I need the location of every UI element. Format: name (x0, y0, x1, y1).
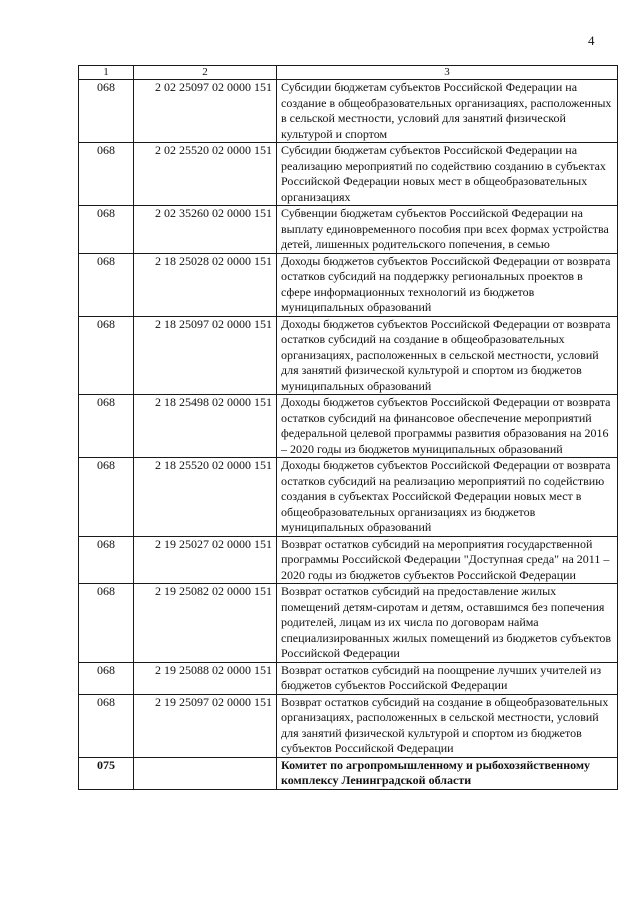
revenue-description-cell: Субсидии бюджетам субъектов Российской Федерации на создание в общеобразовательных организациях, расположенных в сельской местности, условий для занятий физической культурой и спортом (277, 80, 618, 143)
admin-code-cell: 068 (79, 584, 134, 663)
budget-classification-code-cell: 2 18 25520 02 0000 151 (134, 458, 277, 537)
table-row (79, 662, 618, 694)
budget-classification-code-cell: 2 19 25097 02 0000 151 (134, 694, 277, 757)
revenue-description-cell: Возврат остатков субсидий на создание в общеобразовательных организациях, расположенных в сельской местности, условий для занятий физической культурой и спортом из бюджетов субъектов Российской Федерации (277, 694, 618, 757)
budget-classification-code-cell: 2 18 25498 02 0000 151 (134, 395, 277, 458)
revenue-description-cell: Доходы бюджетов субъектов Российской Федерации от возврата остатков субсидий на создание в общеобразовательных организациях, расположенных в сельской местности, условий для занятий физической культурой и спортом из бюджетов муниципальных образований (277, 316, 618, 395)
table-row (79, 253, 618, 316)
table-row (79, 206, 618, 254)
admin-code-cell: 068 (79, 662, 134, 694)
budget-classification-code-cell: 2 02 25520 02 0000 151 (134, 143, 277, 206)
revenue-description-cell: Возврат остатков субсидий на мероприятия государственной программы Российской Федерации "Доступная среда" на 2011 – 2020 годы из бюджетов субъектов Российской Федерации (277, 536, 618, 584)
admin-code-cell: 068 (79, 80, 134, 143)
admin-code-cell: 075 (79, 757, 134, 789)
revenue-description-cell: Доходы бюджетов субъектов Российской Федерации от возврата остатков субсидий на реализацию мероприятий по содействию создания в субъектах Российской Федерации новых мест в общеобразовательных организациях из бюджетов муниципальных образований (277, 458, 618, 537)
revenue-codes-table (78, 65, 618, 790)
budget-classification-code-cell: 2 18 25097 02 0000 151 (134, 316, 277, 395)
revenue-description-cell: Возврат остатков субсидий на поощрение лучших учителей из бюджетов субъектов Российской Федерации (277, 662, 618, 694)
table-row (79, 316, 618, 395)
revenue-description-cell: Субвенции бюджетам субъектов Российской Федерации на выплату единовременного пособия при всех формах устройства детей, лишенных родительского попечения, в семью (277, 206, 618, 254)
revenue-description-cell: Возврат остатков субсидий на предоставление жилых помещений детям-сиротам и детям, оставшимся без попечения родителей, лицам из их числа по договорам найма специализированных жилых помещений из бюджетов субъектов Российской Федерации (277, 584, 618, 663)
admin-code-cell: 068 (79, 458, 134, 537)
table-row (79, 694, 618, 757)
table-row (79, 395, 618, 458)
table-row (79, 584, 618, 663)
table-row (79, 536, 618, 584)
table-row (79, 143, 618, 206)
page-number: 4 (588, 33, 595, 48)
revenue-description-cell: Доходы бюджетов субъектов Российской Федерации от возврата остатков субсидий на финансовое обеспечение мероприятий федеральной целевой программы развития образования на 2016 – 2020 годы из бюджетов муниципальных образований (277, 395, 618, 458)
budget-classification-code-cell: 2 19 25088 02 0000 151 (134, 662, 277, 694)
table-header-row (79, 66, 618, 80)
revenue-description-cell: Доходы бюджетов субъектов Российской Федерации от возврата остатков субсидий на поддержку региональных проектов в сфере информационных технологий из бюджетов муниципальных образований (277, 253, 618, 316)
admin-code-cell: 068 (79, 206, 134, 254)
admin-code-cell: 068 (79, 316, 134, 395)
table-row (79, 458, 618, 537)
budget-classification-code-cell: 2 19 25082 02 0000 151 (134, 584, 277, 663)
admin-code-cell: 068 (79, 536, 134, 584)
admin-code-cell: 068 (79, 694, 134, 757)
table-row (79, 80, 618, 143)
header-cell-1: 1 (79, 66, 134, 80)
admin-code-cell: 068 (79, 395, 134, 458)
admin-code-cell: 068 (79, 253, 134, 316)
budget-classification-code-cell: 2 02 25097 02 0000 151 (134, 80, 277, 143)
budget-classification-code-cell (134, 757, 277, 789)
table-row (79, 757, 618, 789)
revenue-description-cell: Комитет по агропромышленному и рыбохозяйственному комплексу Ленинградской области (277, 757, 618, 789)
header-cell-2: 2 (134, 66, 277, 80)
budget-classification-code-cell: 2 02 35260 02 0000 151 (134, 206, 277, 254)
header-cell-3: 3 (277, 66, 618, 80)
budget-classification-code-cell: 2 19 25027 02 0000 151 (134, 536, 277, 584)
admin-code-cell: 068 (79, 143, 134, 206)
revenue-description-cell: Субсидии бюджетам субъектов Российской Федерации на реализацию мероприятий по содействию созданию в субъектах Российской Федерации новых мест в общеобразовательных организациях (277, 143, 618, 206)
budget-classification-code-cell: 2 18 25028 02 0000 151 (134, 253, 277, 316)
